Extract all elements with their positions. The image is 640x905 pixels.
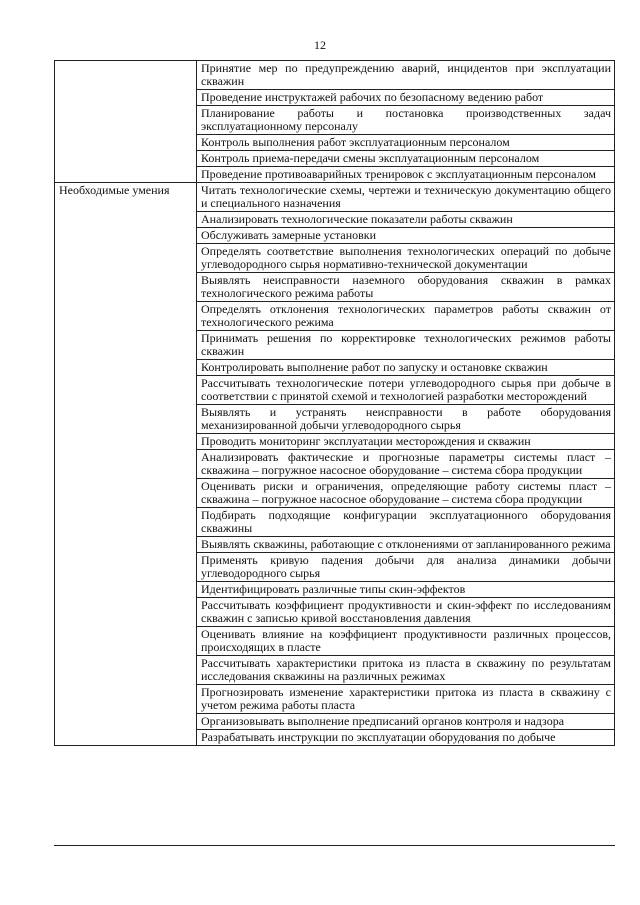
requirements-table xyxy=(54,60,615,746)
page-number: 12 xyxy=(314,38,326,52)
table-bottom-border xyxy=(54,845,615,846)
skill-item: Обслуживать замерные установки xyxy=(197,228,615,244)
skill-item: Организовывать выполнение предписаний органов контроля и надзора xyxy=(197,714,615,730)
skill-item: Разрабатывать инструкции по эксплуатации оборудования по добыче xyxy=(197,730,615,746)
labor-action-item: Планирование работы и постановка производственных задач эксплуатационному персоналу xyxy=(197,106,615,135)
labor-action-item: Проведение противоаварийных тренировок с эксплуатационным персоналом xyxy=(197,167,615,183)
skill-item: Оценивать риски и ограничения, определяющие работу системы пласт – скважина – погружное насосное оборудование – система сбора продукции xyxy=(197,479,615,508)
labor-action-item: Принятие мер по предупреждению аварий, инцидентов при эксплуатации скважин xyxy=(197,61,615,90)
skill-item: Определять отклонения технологических параметров работы скважин от технологического режима xyxy=(197,302,615,331)
skill-item: Проводить мониторинг эксплуатации месторождения и скважин xyxy=(197,434,615,450)
skill-item: Прогнозировать изменение характеристики притока из пласта в скважину с учетом режима работы пласта xyxy=(197,685,615,714)
labor-action-item: Проведение инструктажей рабочих по безопасному ведению работ xyxy=(197,90,615,106)
skill-item: Читать технологические схемы, чертежи и техническую документацию общего и специального назначения xyxy=(197,183,615,212)
labor-action-item: Контроль приема-передачи смены эксплуатационным персоналом xyxy=(197,151,615,167)
table-row xyxy=(55,183,615,212)
skill-item: Анализировать технологические показатели работы скважин xyxy=(197,212,615,228)
skill-item: Выявлять скважины, работающие с отклонениями от запланированного режима xyxy=(197,537,615,553)
skill-item: Принимать решения по корректировке технологических режимов работы скважин xyxy=(197,331,615,360)
skill-item: Выявлять и устранять неисправности в работе оборудования механизированной добычи углеводородного сырья xyxy=(197,405,615,434)
skill-item: Рассчитывать характеристики притока из пласта в скважину по результатам исследования скважины на различных режимах xyxy=(197,656,615,685)
skill-item: Рассчитывать коэффициент продуктивности и скин-эффект по исследованиям скважин с записью кривой восстановления давления xyxy=(197,598,615,627)
skill-item: Определять соответствие выполнения технологических операций по добыче углеводородного сырья нормативно-технической документации xyxy=(197,244,615,273)
skill-item: Контролировать выполнение работ по запуску и остановке скважин xyxy=(197,360,615,376)
continued-label-cell xyxy=(55,61,197,183)
labor-action-item: Контроль выполнения работ эксплуатационным персоналом xyxy=(197,135,615,151)
skill-item: Оценивать влияние на коэффициент продуктивности различных процессов, происходящих в пласте xyxy=(197,627,615,656)
skill-item: Рассчитывать технологические потери углеводородного сырья при добыче в соответствии с принятой схемой и технологией разработки месторождений xyxy=(197,376,615,405)
skills-label-cell: Необходимые умения xyxy=(55,183,197,746)
skill-item: Выявлять неисправности наземного оборудования скважин в рамках технологического режима работы xyxy=(197,273,615,302)
skill-item: Применять кривую падения добычи для анализа динамики добычи углеводородного сырья xyxy=(197,553,615,582)
skill-item: Идентифицировать различные типы скин-эффектов xyxy=(197,582,615,598)
skill-item: Анализировать фактические и прогнозные параметры системы пласт – скважина – погружное насосное оборудование – система сбора продукции xyxy=(197,450,615,479)
skill-item: Подбирать подходящие конфигурации эксплуатационного оборудования скважины xyxy=(197,508,615,537)
table-row xyxy=(55,61,615,90)
